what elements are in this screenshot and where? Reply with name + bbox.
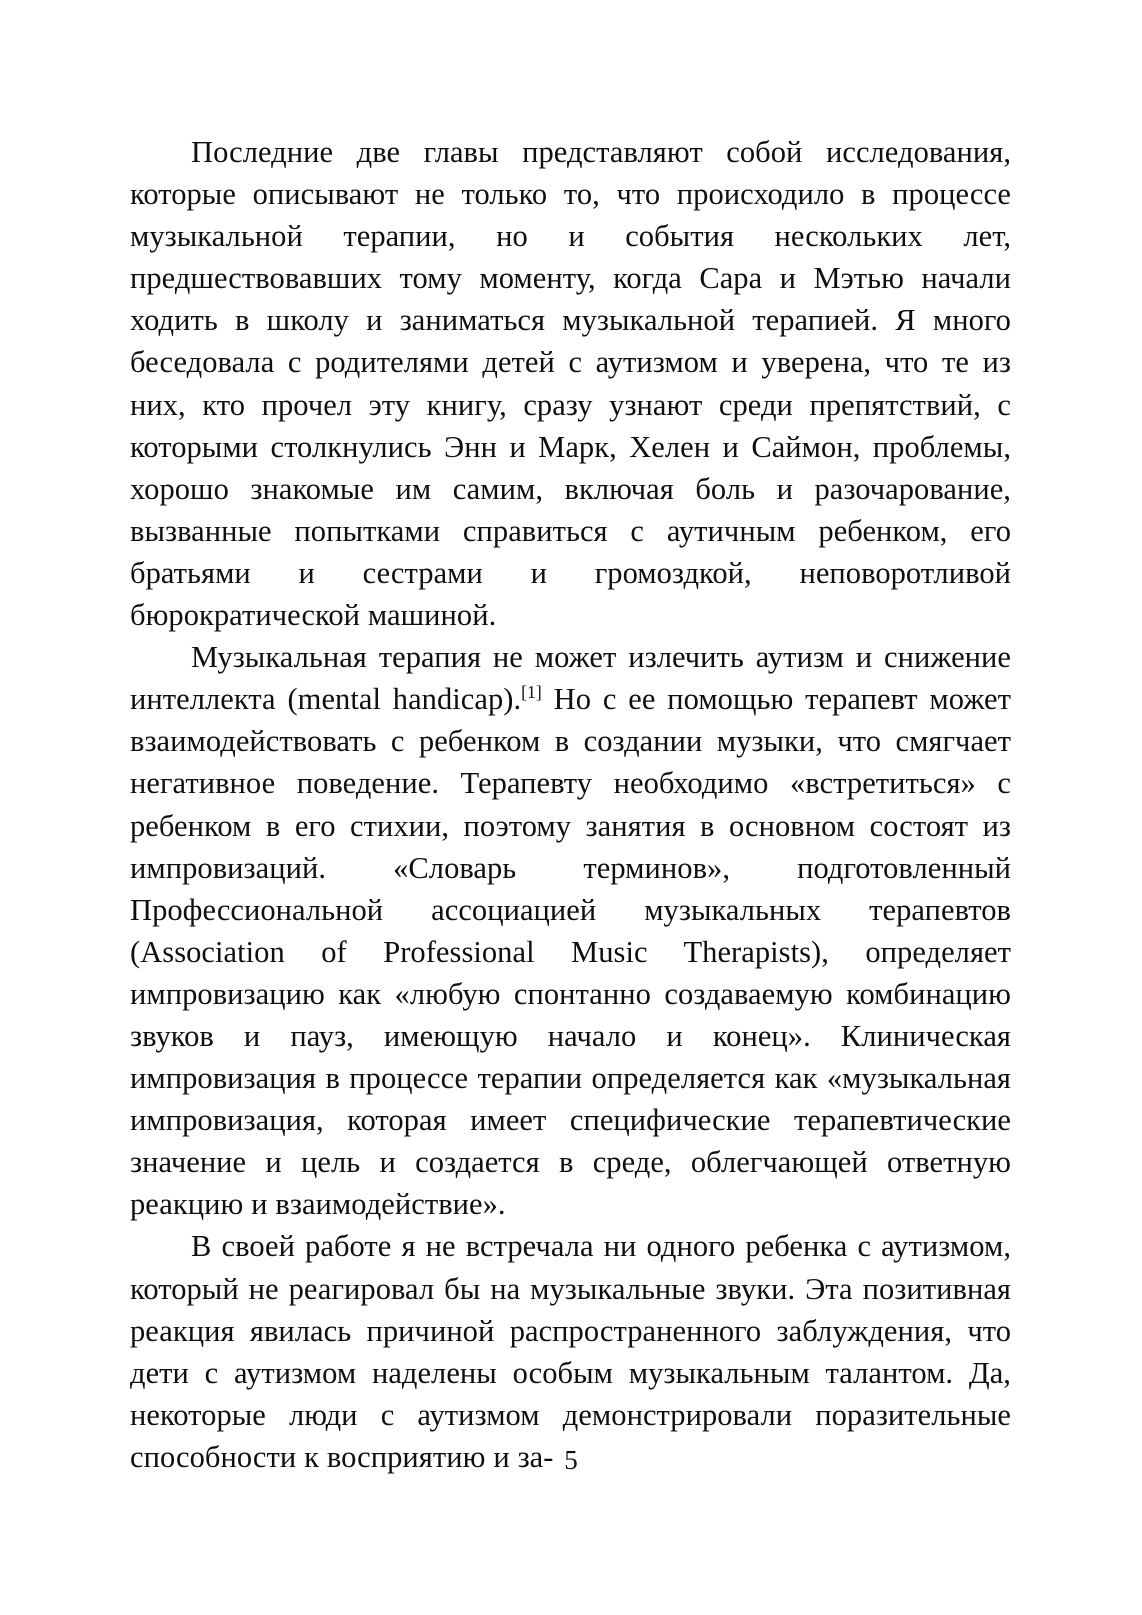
page-number: 5 (564, 1445, 578, 1475)
footnote-reference-marker[interactable]: [1] (521, 682, 542, 703)
paragraph-2-text-before-footnote: Музыкальная терапия не может излечить аутизм и снижение интеллекта (mental handicap). (130, 640, 1011, 717)
body-paragraph-3: В своей работе я не встречала ни одного ребенка с аутизмом, который не реагировал бы на музыкальные звуки. Эта позитивная реакция явилась причиной распространенного заблуждения, что дети с аутизмом наделены особым музыкальным талантом. Да, некоторые люди с аутизмом демонстрировали поразительные способности к восприятию и за- (130, 1229, 1011, 1474)
page-text-block (130, 131, 1011, 1478)
body-paragraph-2 (130, 636, 1011, 1225)
paragraph-2-text-after-footnote: Но с ее помощью терапевт может взаимодействовать с ребенком в создании музыки, что смягчает негативное поведение. Терапевту необходимо «встретиться» с ребенком в его стихии, поэтому занятия в основном состоят из импровизаций. «Словарь терминов», подготовленный Профессиональной ассоциацией музыкальных терапевтов (Association of Professional Music Therapists), определяет импровизацию как «любую спонтанно создаваемую комбинацию звуков и пауз, имеющую начало и конец». Клиническая импровизация в процессе терапии определяется как «музыкальная импровизация, которая имеет специфические терапевтические значение и цель и создается в среде, облегчающей ответную реакцию и взаимодействие». (130, 682, 1012, 1222)
body-paragraph-1: Последние две главы представляют собой исследования, которые описывают не только то, что происходило в процессе музыкальной терапии, но и события нескольких лет, предшествовавших тому моменту, когда Сара и Мэтью начали ходить в школу и заниматься музыкальной терапией. Я много беседовала с родителями детей с аутизмом и уверена, что те из них, кто прочел эту книгу, сразу узнают среди препятствий, с которыми столкнулись Энн и Марк, Хелен и Саймон, проблемы, хорошо знакомые им самим, включая боль и разочарование, вызванные попытками справиться с аутичным ребенком, его братьями и сестрами и громоздкой, неповоротливой бюрократической машиной. (130, 135, 1011, 633)
